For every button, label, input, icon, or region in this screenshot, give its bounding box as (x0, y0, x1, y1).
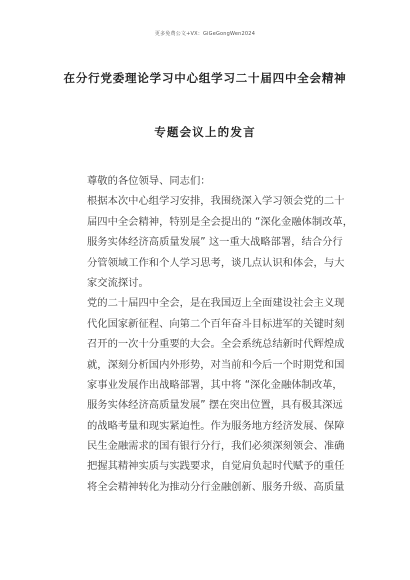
header-note: 更多免费公文+VX：GiGeGongWen2024 (154, 31, 256, 37)
body-line: 的战略考量和现实紧迫性。作为服务地方经济发展、保障 (87, 419, 345, 432)
body-line: 将全会精神转化为推动分行金融创新、服务升级、高质量 (87, 480, 345, 493)
body-line: 把握其精神实质与实践要求，自觉肩负起时代赋予的重任 (87, 460, 345, 473)
document-body (87, 171, 359, 497)
document-title-line2: 专题会议上的发言 (154, 125, 256, 139)
body-line: 家事业发展作出战略部署，其中将 “深化金融体制改革， (87, 378, 343, 391)
body-line: 家交流探讨。 (87, 276, 149, 289)
body-line: 服务实体经济高质量发展” 这一重大战略部署，结合分行 (87, 236, 343, 249)
body-salutation: 尊敬的各位领导、同志们： (87, 175, 211, 187)
body-line: 党的二十届四中全会，是在我国迈上全面建设社会主义现 (87, 297, 345, 310)
document-title-line1: 在分行党委理论学习中心组学习二十届四中全会精神 (63, 71, 347, 85)
body-line: 分管领域工作和个人学习思考，谈几点认识和体会，与大 (87, 256, 345, 269)
body-line: 根据本次中心组学习安排，我围绕深入学习领会党的二十 (87, 195, 345, 208)
body-line: 召开的一次十分重要的大会。全会系统总结新时代辉煌成 (87, 338, 345, 351)
body-line: 民生金融需求的国有银行分行，我们必须深刻领会、准确 (87, 440, 345, 453)
body-line: 就，深刻分析国内外形势，对当前和今后一个时期党和国 (87, 358, 345, 371)
body-line: 代化国家新征程、向第二个百年奋斗目标进军的关键时刻 (87, 317, 345, 330)
body-line: 届四中全会精神，特别是全会提出的 “深化金融体制改革， (87, 215, 354, 228)
body-line: 服务实体经济高质量发展” 摆在突出位置，具有极其深远 (87, 399, 343, 412)
